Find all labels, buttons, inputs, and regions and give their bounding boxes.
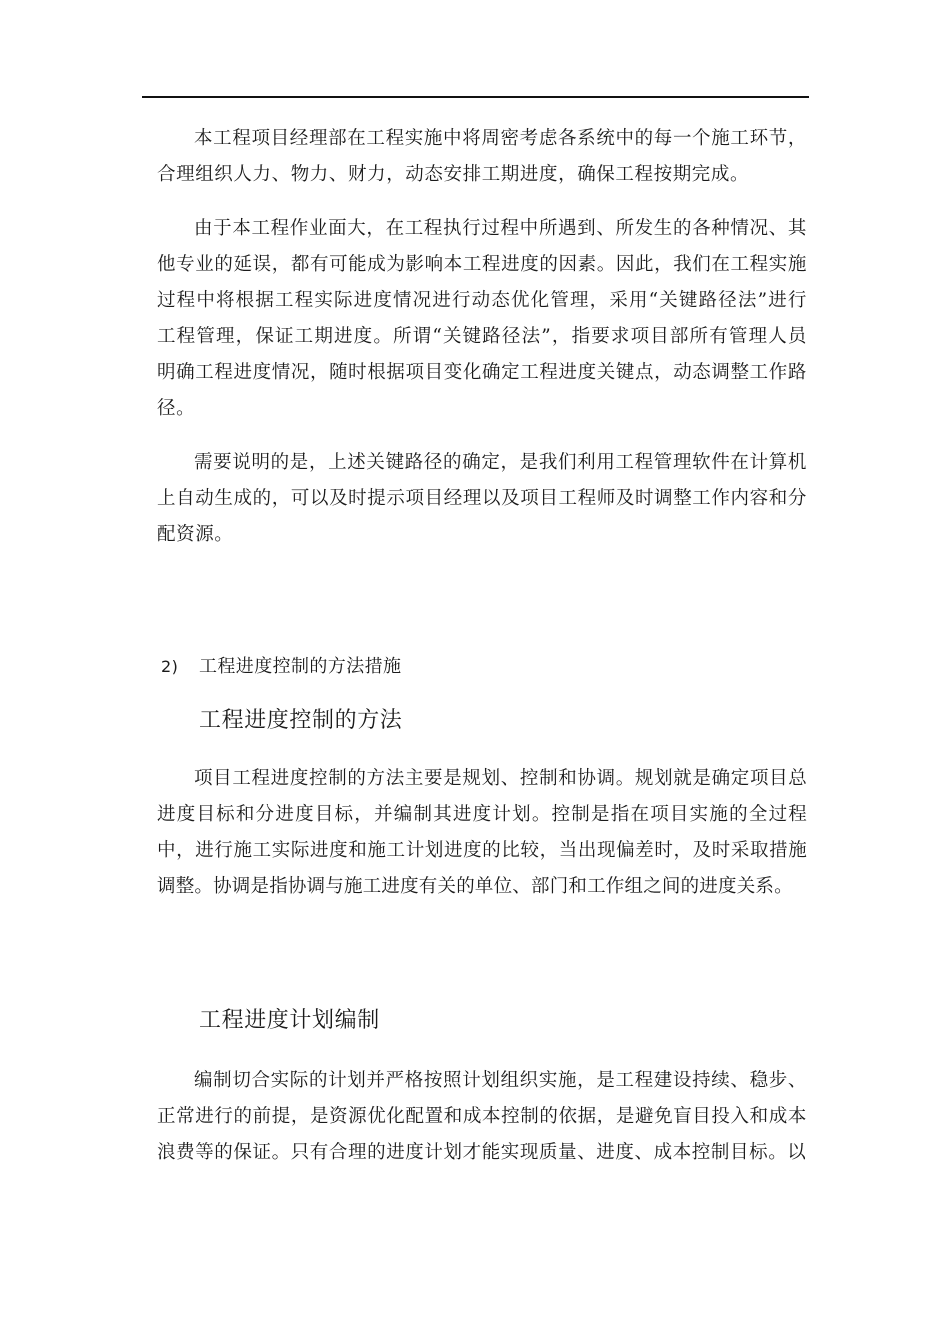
paragraph-critical-path: 由于本工程作业面大，在工程执行过程中所遇到、所发生的各种情况、其他专业的延误，都有可能成为影响本工程进度的因素。因此，我们在工程实施过程中将根据工程实际进度情况进行动态优化管理，采用“关键路径法”进行工程管理，保证工期进度。所谓“关键路径法”，指要求项目部所有管理人员明确工程进度情况，随时根据项目变化确定工程进度关键点，动态调整工作路径。 [157, 218, 807, 419]
section-heading [157, 649, 807, 685]
document-body [157, 121, 807, 1171]
header-rule [142, 96, 809, 98]
paragraph-control-method: 项目工程进度控制的方法主要是规划、控制和协调。规划就是确定项目总进度目标和分进度目标，并编制其进度计划。控制是指在项目实施的全过程中，进行施工实际进度和施工计划进度的比较，当出现偏差时，及时采取措施调整。协调是指协调与施工进度有关的单位、部门和工作组之间的进度关系。 [157, 768, 807, 897]
paragraph-software-note: 需要说明的是，上述关键路径的确定，是我们利用工程管理软件在计算机上自动生成的，可以及时提示项目经理以及项目工程师及时调整工作内容和分配资源。 [157, 452, 807, 545]
subsection-title-method: 工程进度控制的方法 [199, 708, 403, 733]
paragraph-plan-compilation: 编制切合实际的计划并严格按照计划组织实施，是工程建设持续、稳步、正常进行的前提，是资源优化配置和成本控制的依据，是避免盲目投入和成本浪费等的保证。只有合理的进度计划才能实现质量、进度、成本控制目标。以 [157, 1070, 807, 1163]
section-number: 2) [161, 657, 179, 676]
section-title: 工程进度控制的方法措施 [199, 656, 402, 677]
subsection-title-plan: 工程进度计划编制 [199, 1008, 380, 1033]
paragraph-schedule-assurance: 本工程项目经理部在工程实施中将周密考虑各系统中的每一个施工环节，合理组织人力、物力、财力，动态安排工期进度，确保工程按期完成。 [157, 128, 807, 185]
